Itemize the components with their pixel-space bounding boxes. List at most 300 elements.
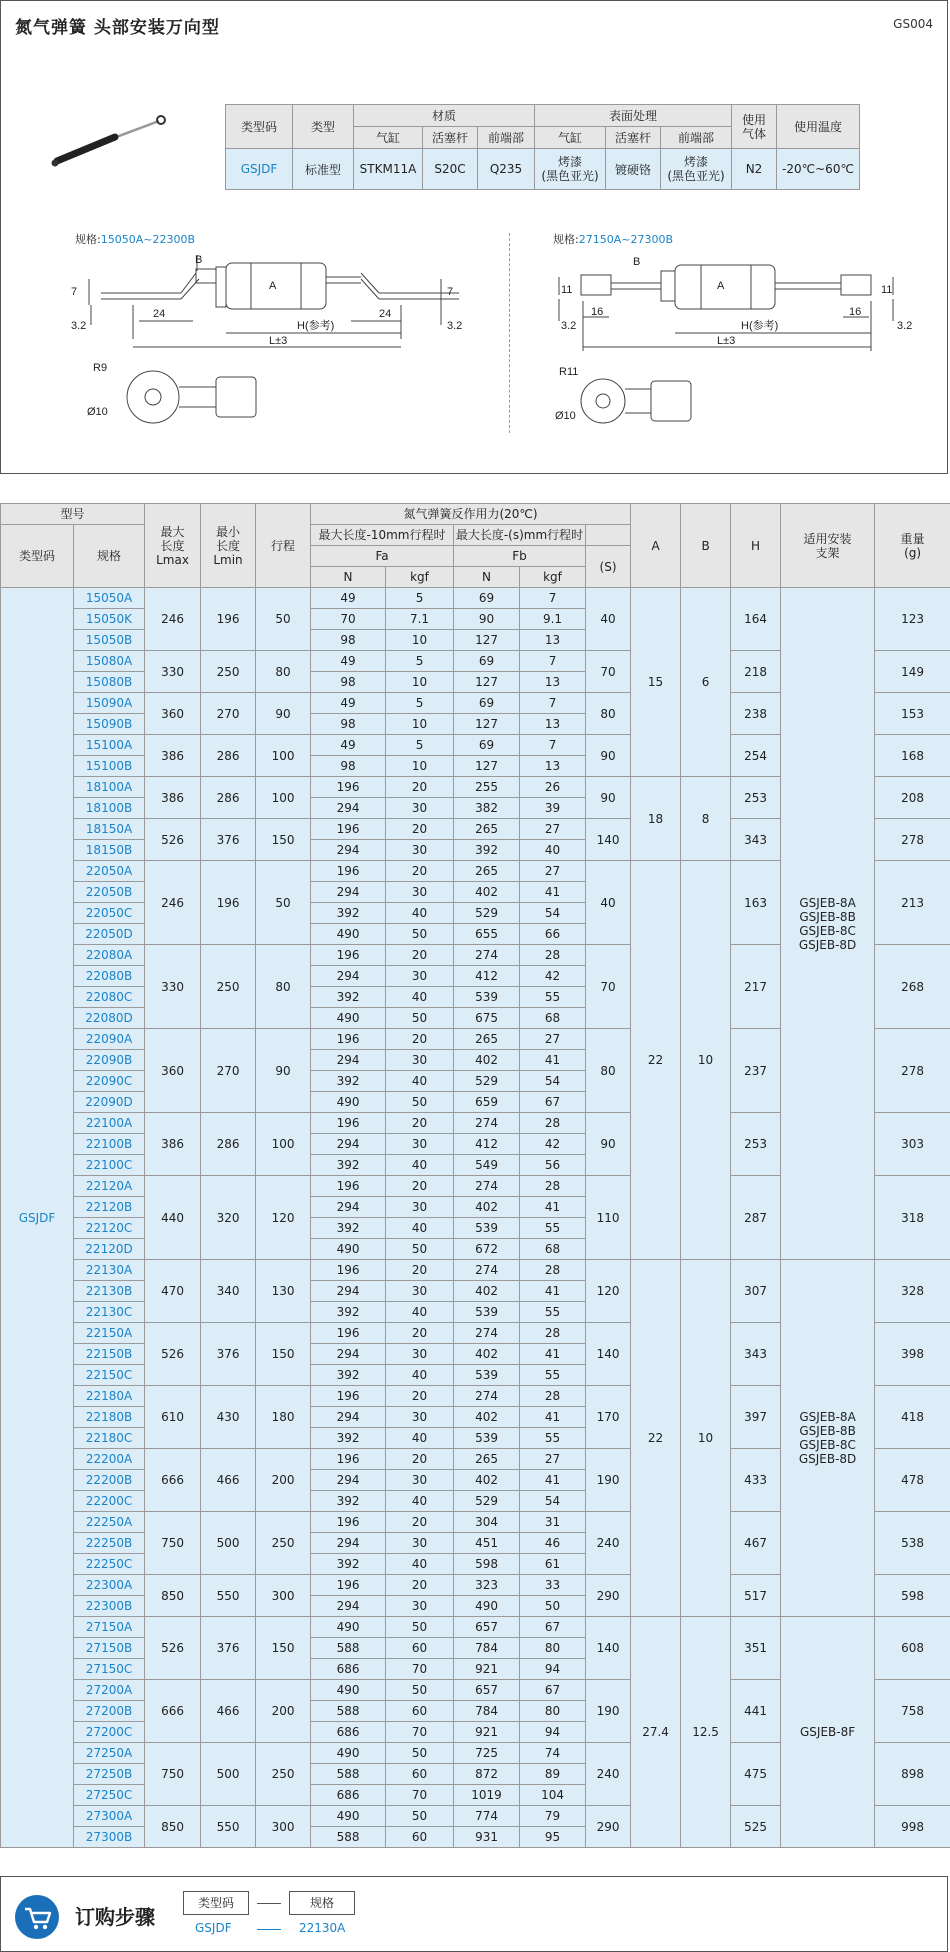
stroke-cell: 200 bbox=[256, 1680, 311, 1743]
fb-kgf-cell: 9.1 bbox=[520, 609, 586, 630]
lmax-cell: 360 bbox=[145, 693, 201, 735]
fa-n-cell: 49 bbox=[311, 651, 386, 672]
header-fa: Fa bbox=[311, 546, 454, 567]
dim-32-left-r: 3.2 bbox=[561, 320, 577, 332]
lmin-cell: 550 bbox=[201, 1806, 256, 1848]
fa-kgf-cell: 50 bbox=[386, 1680, 454, 1701]
fb-kgf-cell: 28 bbox=[520, 945, 586, 966]
weight-cell: 149 bbox=[875, 651, 950, 693]
fb-n-cell: 323 bbox=[454, 1575, 520, 1596]
fb-kgf-cell: 13 bbox=[520, 714, 586, 735]
spec-cell: 15100A bbox=[74, 735, 145, 756]
s-cell: 190 bbox=[586, 1449, 631, 1512]
fb-kgf-cell: 41 bbox=[520, 1281, 586, 1302]
fa-kgf-cell: 30 bbox=[386, 1470, 454, 1491]
stroke-cell: 300 bbox=[256, 1806, 311, 1848]
cart-icon-glyph bbox=[15, 1895, 59, 1939]
spec-cell: 22250A bbox=[74, 1512, 145, 1533]
fa-kgf-cell: 40 bbox=[386, 987, 454, 1008]
fb-kgf-cell: 54 bbox=[520, 1071, 586, 1092]
h-cell: 475 bbox=[731, 1743, 781, 1806]
order-steps-panel bbox=[0, 1876, 948, 1952]
fb-n-cell: 774 bbox=[454, 1806, 520, 1827]
temp-cell: -20℃~60℃ bbox=[777, 149, 860, 190]
fa-n-cell: 588 bbox=[311, 1638, 386, 1659]
fb-n-cell: 539 bbox=[454, 1365, 520, 1386]
spec-cell: 22120C bbox=[74, 1218, 145, 1239]
fa-kgf-cell: 50 bbox=[386, 1008, 454, 1029]
weight-cell: 898 bbox=[875, 1743, 950, 1806]
header-force: 氮气弹簧反作用力(20℃) bbox=[311, 504, 631, 525]
header-bracket: 适用安装 支架 bbox=[781, 504, 875, 588]
fb-n-cell: 69 bbox=[454, 735, 520, 756]
fb-n-cell: 412 bbox=[454, 1134, 520, 1155]
fa-n-cell: 294 bbox=[311, 1050, 386, 1071]
type-code-cell: GSJDF bbox=[226, 149, 293, 190]
spec-cell: 27300A bbox=[74, 1806, 145, 1827]
fb-kgf-cell: 54 bbox=[520, 1491, 586, 1512]
weight-cell: 538 bbox=[875, 1512, 950, 1575]
weight-cell: 998 bbox=[875, 1806, 950, 1848]
fb-n-cell: 265 bbox=[454, 1029, 520, 1050]
fb-n-cell: 725 bbox=[454, 1743, 520, 1764]
h-cell: 517 bbox=[731, 1575, 781, 1617]
s-cell: 70 bbox=[586, 945, 631, 1029]
h-cell: 164 bbox=[731, 588, 781, 651]
fb-kgf-cell: 55 bbox=[520, 1302, 586, 1323]
dim-R-left: R9 bbox=[93, 362, 108, 374]
lmin-cell: 320 bbox=[201, 1176, 256, 1260]
fa-kgf-cell: 40 bbox=[386, 1491, 454, 1512]
stroke-cell: 90 bbox=[256, 693, 311, 735]
lmax-cell: 750 bbox=[145, 1512, 201, 1575]
h-cell: 217 bbox=[731, 945, 781, 1029]
header-fa-n: N bbox=[311, 567, 386, 588]
fb-n-cell: 784 bbox=[454, 1638, 520, 1659]
fb-kgf-cell: 27 bbox=[520, 1029, 586, 1050]
fa-kgf-cell: 40 bbox=[386, 1218, 454, 1239]
header-type-code-col: 类型码 bbox=[1, 525, 74, 588]
fb-n-cell: 1019 bbox=[454, 1785, 520, 1806]
lmin-cell: 376 bbox=[201, 1323, 256, 1386]
fa-kgf-cell: 70 bbox=[386, 1659, 454, 1680]
lmin-cell: 376 bbox=[201, 819, 256, 861]
fa-n-cell: 98 bbox=[311, 672, 386, 693]
fa-n-cell: 196 bbox=[311, 1260, 386, 1281]
weight-cell: 278 bbox=[875, 1029, 950, 1113]
fb-kgf-cell: 42 bbox=[520, 966, 586, 987]
lmax-cell: 246 bbox=[145, 861, 201, 945]
lmax-cell: 330 bbox=[145, 945, 201, 1029]
fb-n-cell: 539 bbox=[454, 1302, 520, 1323]
header-weight: 重量 (g) bbox=[875, 504, 950, 588]
fa-n-cell: 392 bbox=[311, 1302, 386, 1323]
spec-cell: 18150B bbox=[74, 840, 145, 861]
spec-cell: 27200A bbox=[74, 1680, 145, 1701]
order-type-code-box: 类型码 bbox=[183, 1891, 249, 1915]
h-cell: 237 bbox=[731, 1029, 781, 1113]
spec-cell: 15100B bbox=[74, 756, 145, 777]
header-front-surface: 前端部 bbox=[661, 127, 732, 149]
stroke-cell: 250 bbox=[256, 1743, 311, 1806]
fb-kgf-cell: 41 bbox=[520, 1344, 586, 1365]
stroke-cell: 150 bbox=[256, 819, 311, 861]
lmax-cell: 386 bbox=[145, 777, 201, 819]
fb-n-cell: 127 bbox=[454, 756, 520, 777]
fb-kgf-cell: 55 bbox=[520, 987, 586, 1008]
header-fa-kgf: kgf bbox=[386, 567, 454, 588]
b-cell: 8 bbox=[681, 777, 731, 861]
stroke-cell: 250 bbox=[256, 1512, 311, 1575]
dim-16-left: 16 bbox=[591, 306, 604, 318]
fb-n-cell: 529 bbox=[454, 1491, 520, 1512]
stroke-cell: 100 bbox=[256, 777, 311, 819]
fb-n-cell: 529 bbox=[454, 903, 520, 924]
spec-cell: 22200C bbox=[74, 1491, 145, 1512]
stroke-cell: 100 bbox=[256, 735, 311, 777]
fa-n-cell: 294 bbox=[311, 1197, 386, 1218]
bracket-cell: GSJEB-8A GSJEB-8B GSJEB-8C GSJEB-8D bbox=[781, 588, 875, 1260]
fb-n-cell: 872 bbox=[454, 1764, 520, 1785]
weight-cell: 598 bbox=[875, 1575, 950, 1617]
b-cell: 10 bbox=[681, 861, 731, 1260]
fa-n-cell: 490 bbox=[311, 1239, 386, 1260]
dim-A-left: A bbox=[269, 280, 277, 292]
a-cell: 15 bbox=[631, 588, 681, 777]
fa-n-cell: 392 bbox=[311, 1155, 386, 1176]
s-cell: 290 bbox=[586, 1806, 631, 1848]
lmin-cell: 340 bbox=[201, 1260, 256, 1323]
fb-n-cell: 529 bbox=[454, 1071, 520, 1092]
fb-n-cell: 127 bbox=[454, 630, 520, 651]
page-title: 氮气弹簧 头部安装万向型 bbox=[15, 18, 220, 38]
dim-B-left: B bbox=[195, 254, 203, 266]
fa-n-cell: 49 bbox=[311, 588, 386, 609]
weight-cell: 123 bbox=[875, 588, 950, 651]
lmax-cell: 750 bbox=[145, 1743, 201, 1806]
fa-n-cell: 98 bbox=[311, 630, 386, 651]
fb-n-cell: 539 bbox=[454, 987, 520, 1008]
spec-cell: 22080A bbox=[74, 945, 145, 966]
fb-n-cell: 402 bbox=[454, 1281, 520, 1302]
fb-n-cell: 402 bbox=[454, 1197, 520, 1218]
fa-kgf-cell: 20 bbox=[386, 1323, 454, 1344]
header-piston-surface: 活塞杆 bbox=[606, 127, 661, 149]
fb-kgf-cell: 55 bbox=[520, 1428, 586, 1449]
fb-n-cell: 69 bbox=[454, 651, 520, 672]
fa-kgf-cell: 30 bbox=[386, 840, 454, 861]
s-cell: 90 bbox=[586, 1113, 631, 1176]
fb-kgf-cell: 67 bbox=[520, 1680, 586, 1701]
spec-cell: 15090B bbox=[74, 714, 145, 735]
fb-n-cell: 127 bbox=[454, 672, 520, 693]
s-cell: 240 bbox=[586, 1512, 631, 1575]
fb-kgf-cell: 26 bbox=[520, 777, 586, 798]
spec-cell: 22180C bbox=[74, 1428, 145, 1449]
s-cell: 110 bbox=[586, 1176, 631, 1260]
spec-cell: 22300A bbox=[74, 1575, 145, 1596]
lmin-cell: 286 bbox=[201, 777, 256, 819]
fa-n-cell: 196 bbox=[311, 861, 386, 882]
header-fb-n: N bbox=[454, 567, 520, 588]
fa-n-cell: 196 bbox=[311, 1512, 386, 1533]
fb-n-cell: 539 bbox=[454, 1428, 520, 1449]
h-cell: 351 bbox=[731, 1617, 781, 1680]
fb-kgf-cell: 13 bbox=[520, 756, 586, 777]
fa-kgf-cell: 20 bbox=[386, 1575, 454, 1596]
fa-n-cell: 392 bbox=[311, 1428, 386, 1449]
fa-kgf-cell: 5 bbox=[386, 651, 454, 672]
fa-kgf-cell: 30 bbox=[386, 1344, 454, 1365]
fb-n-cell: 127 bbox=[454, 714, 520, 735]
h-cell: 467 bbox=[731, 1512, 781, 1575]
piston-surface-cell: 镀硬铬 bbox=[606, 149, 661, 190]
material-table bbox=[225, 104, 860, 190]
fb-kgf-cell: 104 bbox=[520, 1785, 586, 1806]
header-gas bbox=[732, 105, 777, 149]
fa-kgf-cell: 50 bbox=[386, 1092, 454, 1113]
fa-kgf-cell: 20 bbox=[386, 777, 454, 798]
fb-kgf-cell: 55 bbox=[520, 1365, 586, 1386]
dim-11-right: 11 bbox=[881, 284, 893, 296]
fb-kgf-cell: 67 bbox=[520, 1617, 586, 1638]
spec-cell: 18150A bbox=[74, 819, 145, 840]
lmin-cell: 250 bbox=[201, 651, 256, 693]
fb-n-cell: 382 bbox=[454, 798, 520, 819]
fb-kgf-cell: 7 bbox=[520, 588, 586, 609]
dim-32-right-r: 3.2 bbox=[897, 320, 913, 332]
a-cell: 22 bbox=[631, 861, 681, 1260]
document-code: GS004 bbox=[893, 17, 933, 31]
fb-kgf-cell: 41 bbox=[520, 1197, 586, 1218]
lmin-cell: 466 bbox=[201, 1680, 256, 1743]
fb-kgf-cell: 61 bbox=[520, 1554, 586, 1575]
dim-R-right: R11 bbox=[559, 366, 579, 378]
stroke-cell: 80 bbox=[256, 651, 311, 693]
lmax-cell: 386 bbox=[145, 1113, 201, 1176]
fa-n-cell: 98 bbox=[311, 756, 386, 777]
weight-cell: 398 bbox=[875, 1323, 950, 1386]
fa-n-cell: 490 bbox=[311, 1743, 386, 1764]
h-cell: 343 bbox=[731, 819, 781, 861]
spec-cell: 22130C bbox=[74, 1302, 145, 1323]
fa-kgf-cell: 30 bbox=[386, 1281, 454, 1302]
b-cell: 10 bbox=[681, 1260, 731, 1617]
spec-cell: 22120A bbox=[74, 1176, 145, 1197]
s-cell: 190 bbox=[586, 1680, 631, 1743]
lmin-cell: 430 bbox=[201, 1386, 256, 1449]
b-cell: 12.5 bbox=[681, 1617, 731, 1848]
weight-cell: 418 bbox=[875, 1386, 950, 1449]
table-row bbox=[1, 1617, 950, 1638]
fb-n-cell: 274 bbox=[454, 1260, 520, 1281]
stroke-cell: 80 bbox=[256, 945, 311, 1029]
weight-cell: 153 bbox=[875, 693, 950, 735]
fa-n-cell: 196 bbox=[311, 1449, 386, 1470]
spec-cell: 27150C bbox=[74, 1659, 145, 1680]
spec-cell: 22090D bbox=[74, 1092, 145, 1113]
fa-n-cell: 490 bbox=[311, 1680, 386, 1701]
fa-n-cell: 588 bbox=[311, 1701, 386, 1722]
lmin-cell: 250 bbox=[201, 945, 256, 1029]
fb-n-cell: 675 bbox=[454, 1008, 520, 1029]
fb-n-cell: 392 bbox=[454, 840, 520, 861]
spec-cell: 22150B bbox=[74, 1344, 145, 1365]
lmin-cell: 466 bbox=[201, 1449, 256, 1512]
fb-n-cell: 274 bbox=[454, 945, 520, 966]
cylinder-material-cell: STKM11A bbox=[354, 149, 423, 190]
spec-table-body bbox=[1, 588, 950, 1848]
header-fb: Fb bbox=[454, 546, 586, 567]
h-cell: 343 bbox=[731, 1323, 781, 1386]
spec-cell: 22200B bbox=[74, 1470, 145, 1491]
fb-n-cell: 90 bbox=[454, 609, 520, 630]
front-material-cell: Q235 bbox=[478, 149, 535, 190]
fb-kgf-cell: 66 bbox=[520, 924, 586, 945]
fb-kgf-cell: 41 bbox=[520, 1407, 586, 1428]
fb-kgf-cell: 68 bbox=[520, 1239, 586, 1260]
lmax-cell: 666 bbox=[145, 1449, 201, 1512]
fa-n-cell: 196 bbox=[311, 1386, 386, 1407]
fb-kgf-cell: 28 bbox=[520, 1113, 586, 1134]
stroke-cell: 50 bbox=[256, 588, 311, 651]
lmax-cell: 526 bbox=[145, 1617, 201, 1680]
spec-cell: 22080C bbox=[74, 987, 145, 1008]
fa-kgf-cell: 5 bbox=[386, 588, 454, 609]
stroke-cell: 180 bbox=[256, 1386, 311, 1449]
s-cell: 140 bbox=[586, 819, 631, 861]
lmin-cell: 500 bbox=[201, 1512, 256, 1575]
fa-kgf-cell: 60 bbox=[386, 1701, 454, 1722]
header-s: (S) bbox=[586, 546, 631, 588]
stroke-cell: 150 bbox=[256, 1323, 311, 1386]
spec-cell: 22300B bbox=[74, 1596, 145, 1617]
header-piston-rod: 活塞杆 bbox=[423, 127, 478, 149]
dim-11-left: 11 bbox=[561, 284, 573, 296]
stroke-cell: 300 bbox=[256, 1575, 311, 1617]
s-cell: 70 bbox=[586, 651, 631, 693]
fb-kgf-cell: 28 bbox=[520, 1260, 586, 1281]
h-cell: 163 bbox=[731, 861, 781, 945]
lmax-cell: 360 bbox=[145, 1029, 201, 1113]
fb-kgf-cell: 68 bbox=[520, 1008, 586, 1029]
s-cell: 170 bbox=[586, 1386, 631, 1449]
spec-cell: 22130A bbox=[74, 1260, 145, 1281]
fa-kgf-cell: 30 bbox=[386, 1596, 454, 1617]
fa-kgf-cell: 10 bbox=[386, 672, 454, 693]
fa-kgf-cell: 20 bbox=[386, 1113, 454, 1134]
fa-kgf-cell: 50 bbox=[386, 924, 454, 945]
h-cell: 287 bbox=[731, 1176, 781, 1260]
header-temp: 使用温度 bbox=[777, 105, 860, 149]
lmin-cell: 196 bbox=[201, 588, 256, 651]
spec-cell: 22090C bbox=[74, 1071, 145, 1092]
fb-n-cell: 265 bbox=[454, 861, 520, 882]
s-cell: 290 bbox=[586, 1575, 631, 1617]
left-spec-label bbox=[75, 231, 195, 247]
lmax-cell: 440 bbox=[145, 1176, 201, 1260]
fa-n-cell: 196 bbox=[311, 945, 386, 966]
type-code-cell: GSJDF bbox=[1, 588, 74, 1848]
fa-kgf-cell: 40 bbox=[386, 903, 454, 924]
fa-kgf-cell: 40 bbox=[386, 1071, 454, 1092]
right-spec-prefix: 规格: bbox=[553, 233, 579, 246]
fb-n-cell: 451 bbox=[454, 1533, 520, 1554]
dim-16-right: 16 bbox=[849, 306, 862, 318]
fa-kgf-cell: 30 bbox=[386, 966, 454, 987]
s-cell: 80 bbox=[586, 693, 631, 735]
s-cell: 40 bbox=[586, 588, 631, 651]
fb-n-cell: 265 bbox=[454, 1449, 520, 1470]
table-row bbox=[1, 588, 950, 609]
fa-n-cell: 392 bbox=[311, 1554, 386, 1575]
front-surface-cell: 烤漆 (黑色亚光) bbox=[661, 149, 732, 190]
fa-n-cell: 294 bbox=[311, 1596, 386, 1617]
spec-cell: 27300B bbox=[74, 1827, 145, 1848]
header-type: 类型 bbox=[293, 105, 354, 149]
fa-n-cell: 294 bbox=[311, 1344, 386, 1365]
stroke-cell: 100 bbox=[256, 1113, 311, 1176]
weight-cell: 268 bbox=[875, 945, 950, 1029]
s-cell: 120 bbox=[586, 1260, 631, 1323]
fb-kgf-cell: 7 bbox=[520, 651, 586, 672]
fb-kgf-cell: 31 bbox=[520, 1512, 586, 1533]
fa-n-cell: 196 bbox=[311, 819, 386, 840]
fa-n-cell: 686 bbox=[311, 1785, 386, 1806]
fa-n-cell: 294 bbox=[311, 1134, 386, 1155]
spec-cell: 27150B bbox=[74, 1638, 145, 1659]
fa-n-cell: 70 bbox=[311, 609, 386, 630]
order-spec-value: 22130A bbox=[299, 1921, 346, 1935]
lmax-cell: 470 bbox=[145, 1260, 201, 1323]
fa-n-cell: 294 bbox=[311, 840, 386, 861]
spec-cell: 18100A bbox=[74, 777, 145, 798]
s-cell: 40 bbox=[586, 861, 631, 945]
s-cell: 240 bbox=[586, 1743, 631, 1806]
stroke-cell: 50 bbox=[256, 861, 311, 945]
header-lmin: 最小 长度 Lmin bbox=[201, 504, 256, 588]
h-cell: 433 bbox=[731, 1449, 781, 1512]
dim-H-left: H(参考) bbox=[297, 320, 335, 332]
fb-n-cell: 598 bbox=[454, 1554, 520, 1575]
spec-cell: 22100C bbox=[74, 1155, 145, 1176]
spec-cell: 27200B bbox=[74, 1701, 145, 1722]
h-cell: 397 bbox=[731, 1386, 781, 1449]
fa-kgf-cell: 20 bbox=[386, 1449, 454, 1470]
header-type-code: 类型码 bbox=[226, 105, 293, 149]
fb-n-cell: 784 bbox=[454, 1701, 520, 1722]
fa-kgf-cell: 30 bbox=[386, 882, 454, 903]
fa-kgf-cell: 30 bbox=[386, 1533, 454, 1554]
spec-cell: 22080D bbox=[74, 1008, 145, 1029]
fa-kgf-cell: 40 bbox=[386, 1428, 454, 1449]
dim-24-left: 24 bbox=[153, 308, 166, 320]
fb-n-cell: 265 bbox=[454, 819, 520, 840]
h-cell: 525 bbox=[731, 1806, 781, 1848]
spec-cell: 22180A bbox=[74, 1386, 145, 1407]
fb-kgf-cell: 13 bbox=[520, 630, 586, 651]
lmin-cell: 196 bbox=[201, 861, 256, 945]
product-info-panel bbox=[0, 0, 948, 474]
fa-n-cell: 392 bbox=[311, 903, 386, 924]
fa-kgf-cell: 5 bbox=[386, 693, 454, 714]
spec-cell: 22150C bbox=[74, 1365, 145, 1386]
spec-cell: 15080B bbox=[74, 672, 145, 693]
stroke-cell: 90 bbox=[256, 1029, 311, 1113]
fb-kgf-cell: 39 bbox=[520, 798, 586, 819]
a-cell: 27.4 bbox=[631, 1617, 681, 1848]
fb-n-cell: 255 bbox=[454, 777, 520, 798]
